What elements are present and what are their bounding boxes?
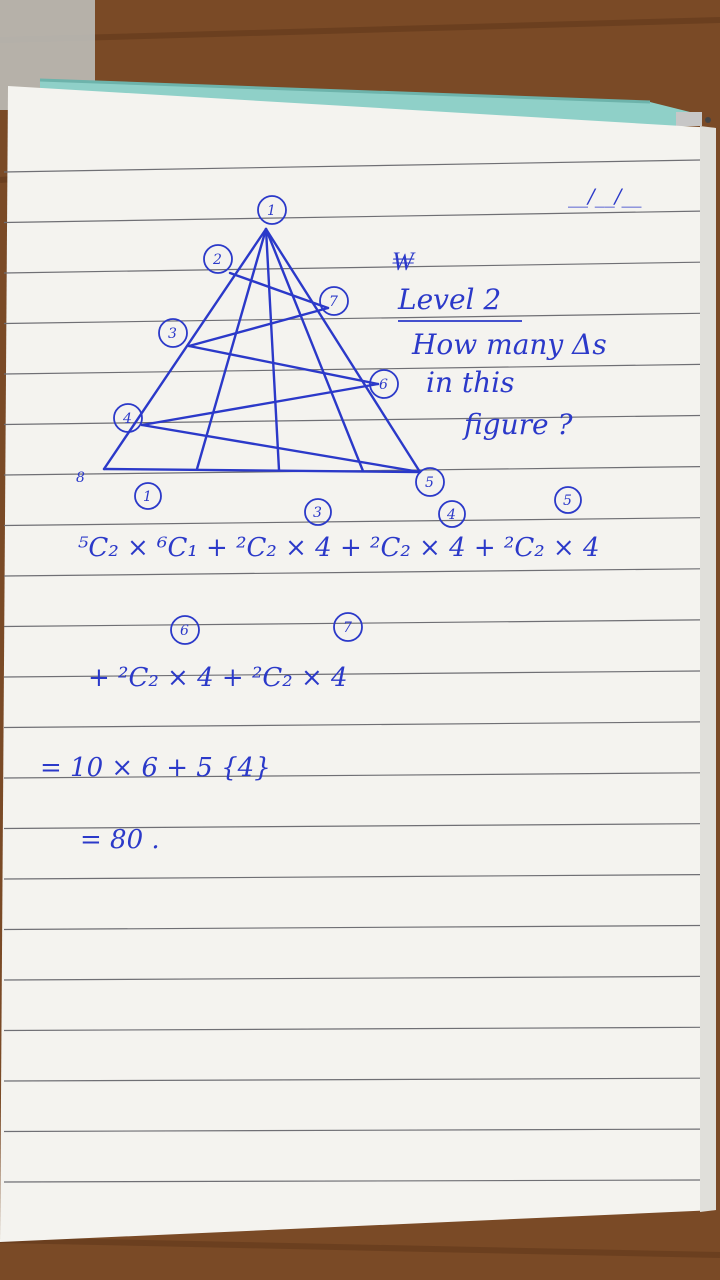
- question-line-3: figure ?: [464, 408, 573, 441]
- marker-1-text: 1: [143, 489, 152, 505]
- working-line-1: ⁵C₂ × ⁶C₁ + ²C₂ × 4 + ²C₂ × 4 + ²C₂ × 4: [78, 533, 600, 563]
- point-label-6-text: 6: [379, 377, 388, 393]
- question-line-1: How many Δs: [412, 328, 607, 361]
- apex-left-mark: 8: [76, 470, 85, 486]
- point-label-5-text: 5: [425, 475, 434, 491]
- scribble-mark: ₩: [392, 247, 414, 277]
- point-label-1-text: 1: [267, 203, 276, 219]
- working-line-4: = 80 .: [80, 825, 160, 855]
- point-label-2-text: 2: [213, 252, 222, 268]
- level-heading: Level 2: [398, 283, 502, 316]
- working-line-3: = 10 × 6 + 5 {4}: [40, 753, 271, 783]
- point-label-4-text: 4: [123, 411, 132, 427]
- marker-6-text: 6: [180, 623, 189, 639]
- point-label-3-text: 3: [168, 326, 177, 342]
- marker-7-text: 7: [343, 620, 352, 636]
- marker-4-text: 4: [447, 507, 456, 523]
- point-label-7-text: 7: [329, 294, 338, 310]
- working-line-2: + ²C₂ × 4 + ²C₂ × 4: [88, 663, 348, 693]
- date-placeholder: __/__/__: [568, 184, 642, 208]
- marker-3-text: 3: [313, 505, 322, 521]
- marker-5-text: 5: [563, 493, 572, 509]
- question-line-2: in this: [426, 366, 515, 399]
